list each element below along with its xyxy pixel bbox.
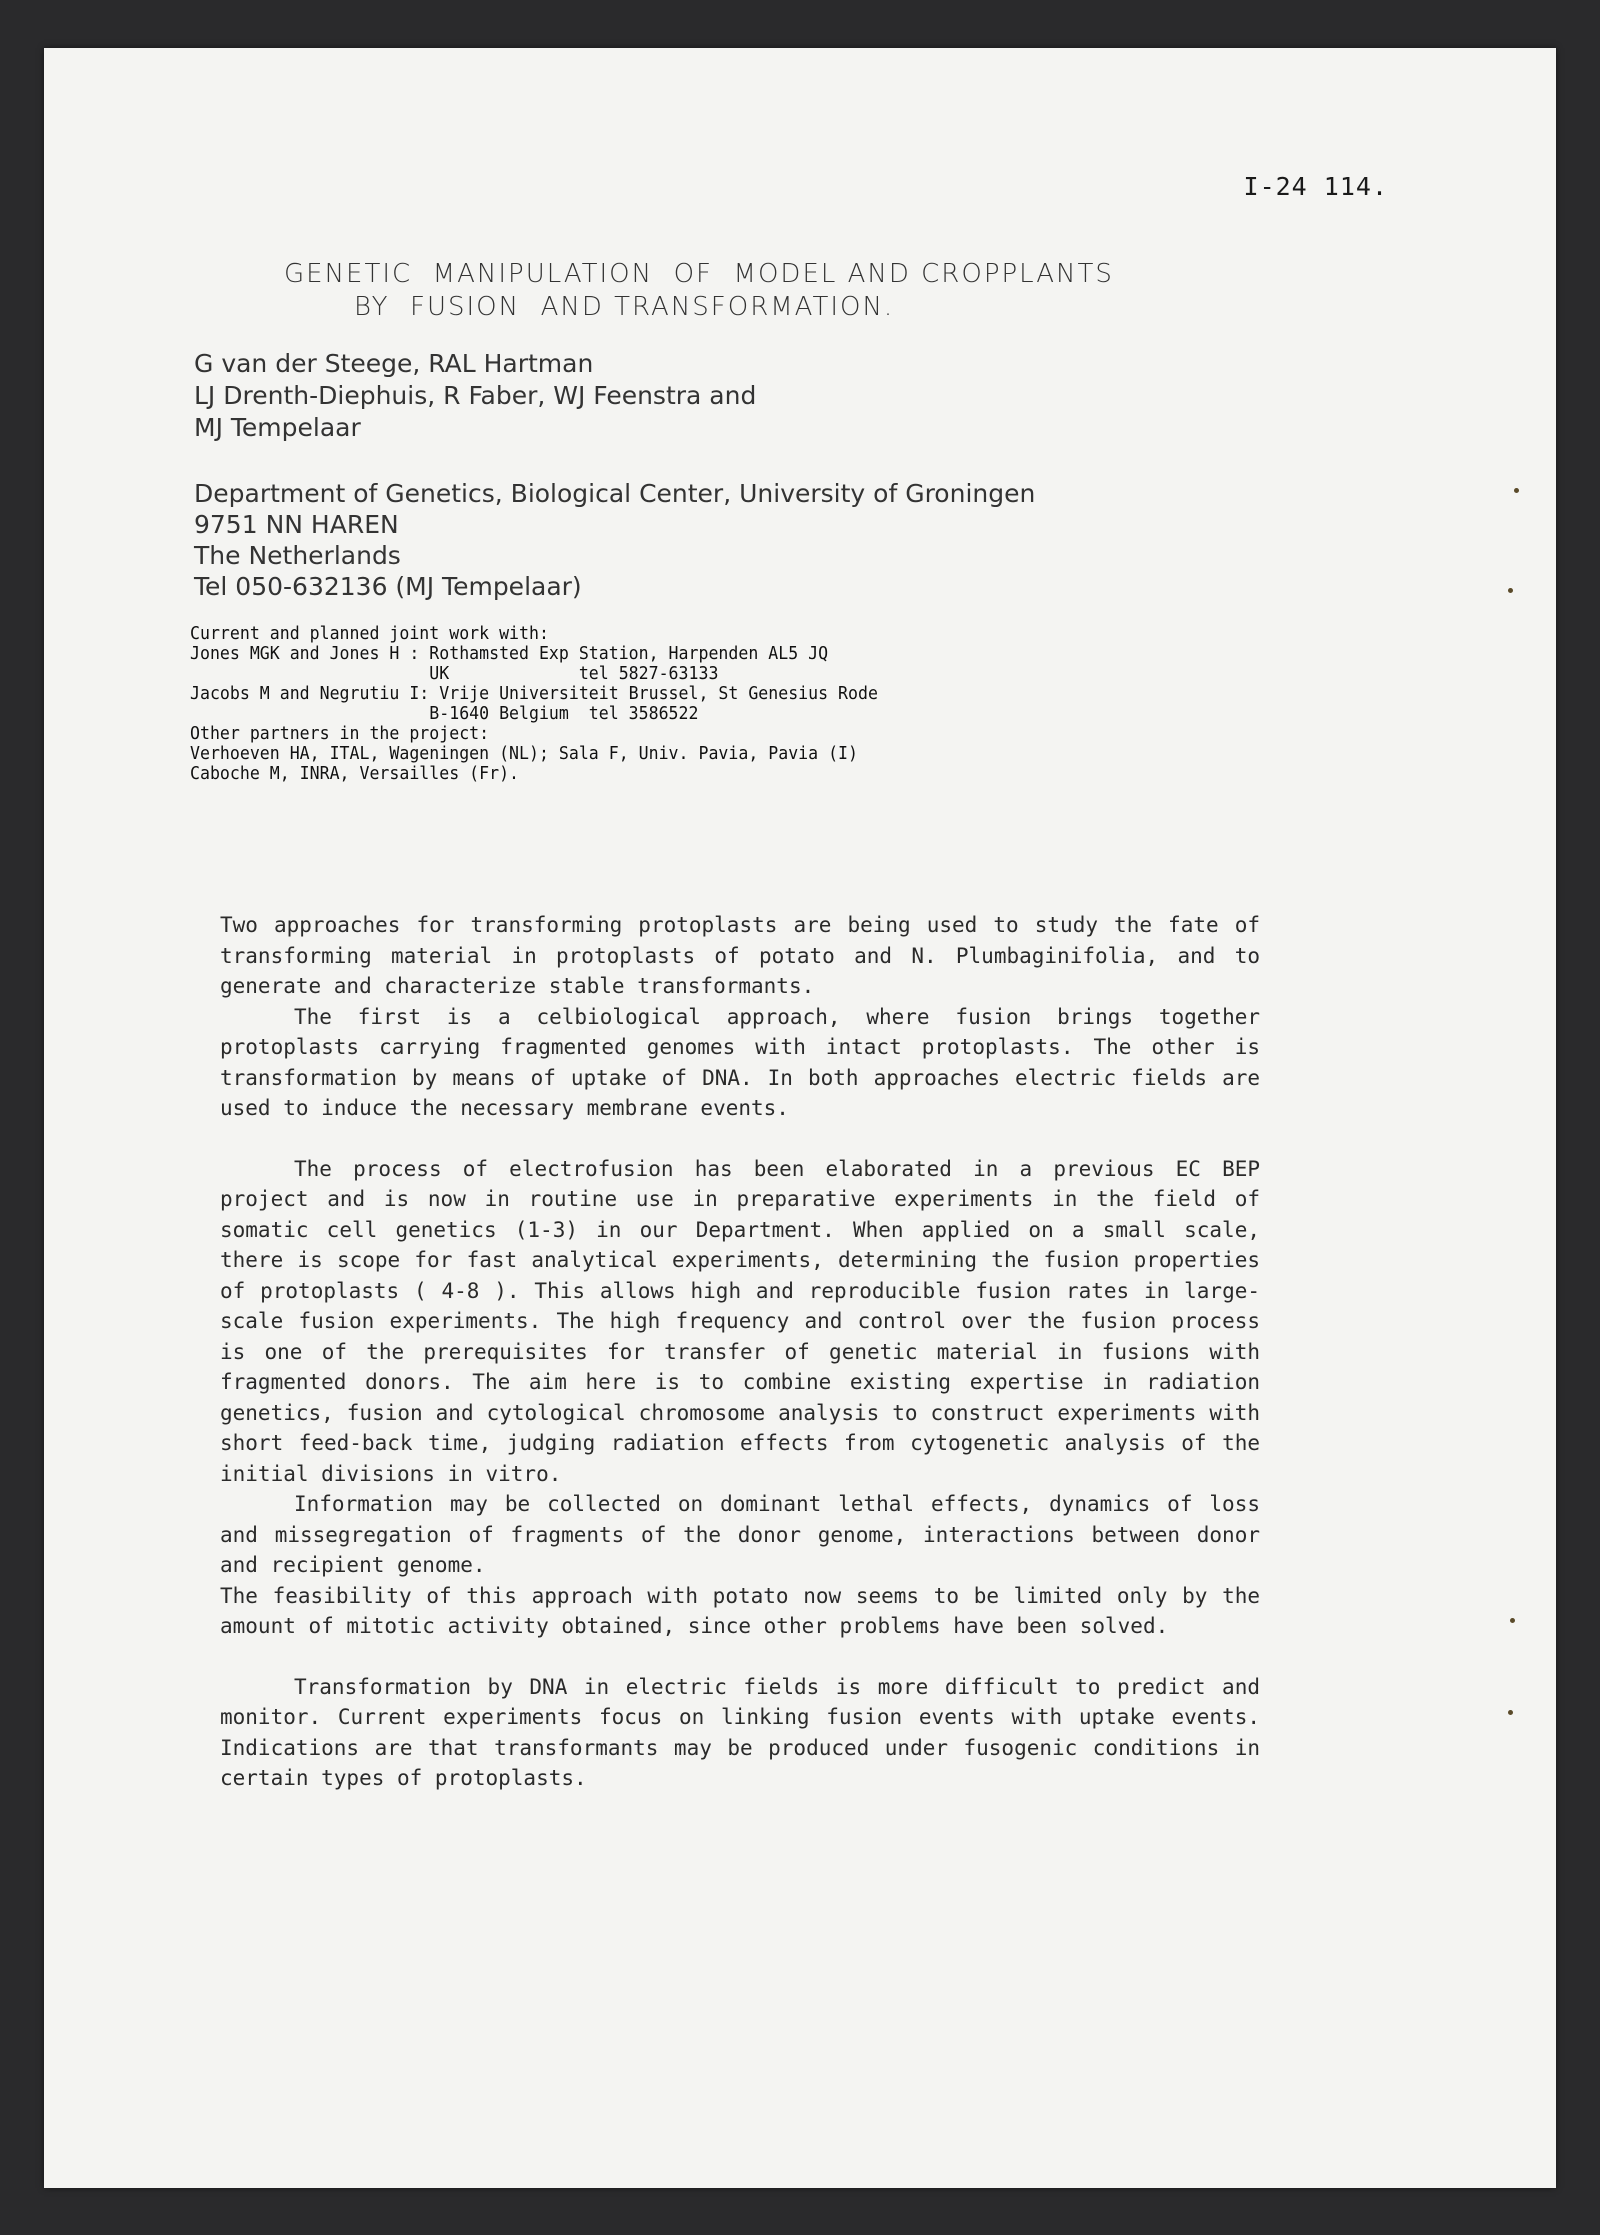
author-list	[194, 348, 756, 444]
joint-work-line: Jacobs M and Negrutiu I: Vrije Universiteit Brussel, St Genesius Rode	[190, 683, 878, 704]
body-paragraph: The process of electrofusion has been elaborated in a previous EC BEP project and is now in routine use in preparative experiments in the field of somatic cell genetics (1-3) in our Department. When applied on a small scale, there is scope for fast analytical experiments, determining the fusion properties of protoplasts ( 4-8 ). This allows high and reproducible fusion rates in large-scale fusion experiments. The high frequency and control over the fusion process is one of the prerequisites for transfer of genetic material in fusions with fragmented donors. The aim here is to combine existing expertise in radiation genetics, fusion and cytological chromosome analysis to construct experiments with short feed-back time, judging radiation effects from cytogenetic analysis of the initial divisions in vitro.	[220, 1156, 1260, 1486]
joint-work-line: Caboche M, INRA, Versailles (Fr).	[190, 763, 520, 784]
joint-work-line: B-1640 Belgium tel 3586522	[190, 703, 699, 724]
joint-work-line: UK tel 5827-63133	[190, 663, 719, 684]
paper-speck	[1508, 1710, 1513, 1715]
joint-work-line: Verhoeven HA, ITAL, Wageningen (NL); Sala F, Univ. Pavia, Pavia (I)	[190, 743, 858, 764]
body-paragraph: Two approaches for transforming protoplasts are being used to study the fate of transforming material in protoplasts of potato and N. Plumbaginifolia, and to generate and characterize stable transformants.	[220, 913, 1260, 998]
body-paragraph: Information may be collected on dominant lethal effects, dynamics of loss and missegregation of fragments of the donor genome, interactions between donor and recipient genome.	[220, 1492, 1260, 1577]
joint-work-line: Current and planned joint work with:	[190, 623, 549, 644]
document-title	[284, 258, 1114, 324]
author-line: LJ Drenth-Diephuis, R Faber, WJ Feenstra and	[194, 381, 757, 410]
author-line: G van der Steege, RAL Hartman	[194, 349, 594, 378]
body-paragraph: The feasibility of this approach with potato now seems to be limited only by the amount of mitotic activity obtained, since other problems have been solved.	[220, 1583, 1260, 1638]
address-line: Department of Genetics, Biological Center, University of Groningen	[194, 479, 1036, 508]
address-line: 9751 NN HAREN	[194, 510, 399, 539]
joint-work-line: Jones MGK and Jones H : Rothamsted Exp Station, Harpenden AL5 JQ	[190, 643, 829, 664]
paper-speck	[1514, 488, 1519, 493]
title-line-2: BY FUSION AND TRANSFORMATION.	[354, 292, 895, 322]
abstract-body	[220, 910, 1260, 1794]
body-paragraph: The first is a celbiological approach, where fusion brings together protoplasts carrying fragmented genomes with intact protoplasts. The other is transformation by means of uptake of DNA. In both approaches electric fields are used to induce the necessary membrane events.	[220, 1004, 1260, 1120]
title-line-1: GENETIC MANIPULATION OF MODEL AND CROPPLANTS	[284, 259, 1114, 289]
paper-speck	[1508, 588, 1513, 593]
affiliation-address	[194, 478, 1035, 602]
joint-work-block	[190, 624, 878, 784]
joint-work-line: Other partners in the project:	[190, 723, 490, 744]
paper-speck	[1510, 1618, 1515, 1623]
address-line: The Netherlands	[194, 541, 401, 570]
body-paragraph: Transformation by DNA in electric fields is more difficult to predict and monitor. Current experiments focus on linking fusion events with uptake events. Indications are that transformants may be produced under fusogenic conditions in certain types of protoplasts.	[220, 1674, 1260, 1790]
author-line: MJ Tempelaar	[194, 413, 361, 442]
page-number: I-24 114.	[1243, 172, 1388, 201]
address-line: Tel 050-632136 (MJ Tempelaar)	[194, 572, 582, 601]
document-page	[44, 48, 1556, 2188]
